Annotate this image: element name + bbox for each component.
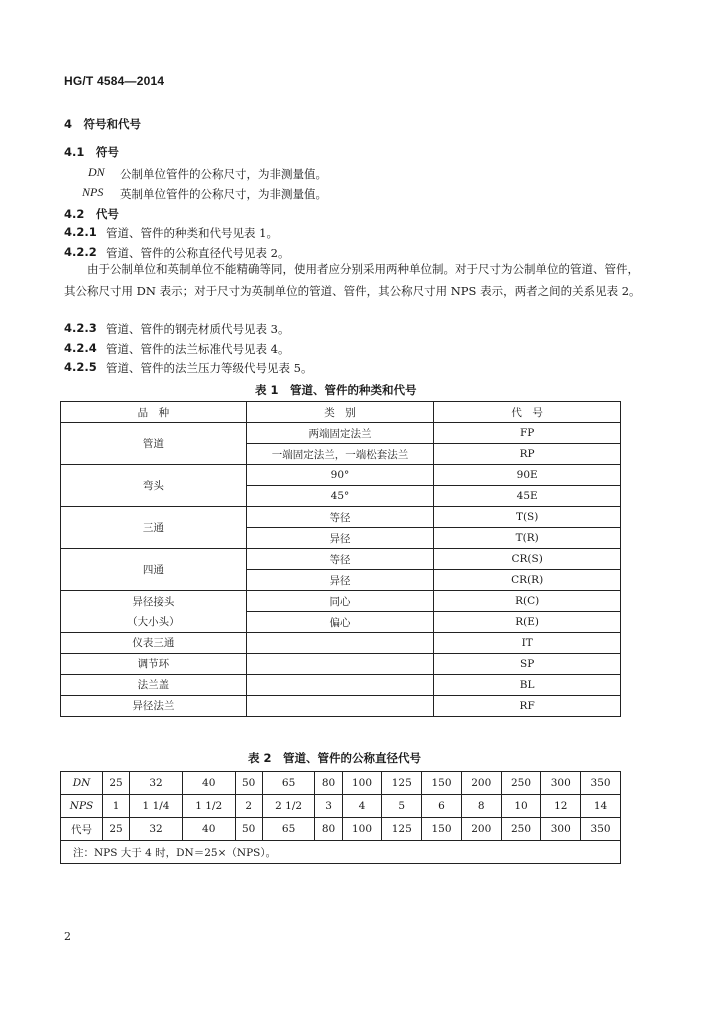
table-2-value-cell: 80 [315, 772, 342, 795]
section-4-2-2-number: 4.2.2 [64, 245, 97, 259]
table-2-value-cell: 80 [315, 818, 342, 841]
table-2-value-cell: 100 [342, 818, 382, 841]
table-2-value-cell: 150 [422, 772, 462, 795]
table-2-value-cell: 12 [541, 795, 581, 818]
nominal-diameter-table [60, 771, 621, 864]
table-1-header-cell: 品 种 [61, 402, 247, 423]
table-1-caption: 表 1 管道、管件的种类和代号 [255, 383, 417, 397]
table-1-category-cell: 偏心 [246, 612, 434, 633]
table-1-row [61, 549, 621, 570]
table-2-value-cell: 300 [541, 818, 581, 841]
table-1-code-cell: CR(S) [434, 549, 621, 570]
table-2-value-cell: 50 [235, 772, 262, 795]
table-1-code-cell: CR(R) [434, 570, 621, 591]
section-4-2-1-number: 4.2.1 [64, 225, 97, 239]
table-2-value-cell: 4 [342, 795, 382, 818]
table-2-value-cell: 200 [461, 818, 501, 841]
table-1-kind-cell: 管道 [61, 423, 247, 465]
table-2-value-cell: 14 [581, 795, 621, 818]
table-1-category-cell: 等径 [246, 549, 434, 570]
table-2-value-cell: 10 [501, 795, 541, 818]
table-1-code-cell: IT [434, 633, 621, 654]
section-4-2-5-number: 4.2.5 [64, 360, 97, 374]
nps-symbol: NPS [82, 185, 104, 199]
table-1-kind-cell: 法兰盖 [61, 675, 247, 696]
table-2-value-cell: 1 1/2 [182, 795, 235, 818]
table-2-value-cell: 25 [103, 772, 130, 795]
table-2-value-cell: 32 [130, 818, 183, 841]
table-2-value-cell: 6 [422, 795, 462, 818]
section-4-2-3-text: 管道、管件的钢壳材质代号见表 3。 [106, 322, 290, 336]
units-paragraph: 由于公制单位和英制单位不能精确等同，使用者应分别采用两种单位制。对于尺寸为公制单位的管道、管件，其公称尺寸用 DN 表示；对于尺寸为英制单位的管道、管件，其公称尺寸用 NPS 表示，两者之间的关系见表 2。 [64, 262, 641, 298]
table-2-value-cell: 8 [461, 795, 501, 818]
table-2-value-cell: 40 [182, 772, 235, 795]
dn-description: 公制单位管件的公称尺寸，为非测量值。 [120, 167, 327, 181]
table-2-row-label: NPS [61, 795, 103, 818]
table-1-kind-cell: 三通 [61, 507, 247, 549]
table-2-value-cell: 1 [103, 795, 130, 818]
table-1-category-cell: 异径 [246, 570, 434, 591]
section-4-2-4-number: 4.2.4 [64, 341, 97, 355]
table-1-row [61, 675, 621, 696]
section-4-2-1-text: 管道、管件的种类和代号见表 1。 [106, 226, 278, 240]
table-2-value-cell: 150 [422, 818, 462, 841]
table-2-value-cell: 125 [382, 818, 422, 841]
table-1-row [61, 654, 621, 675]
table-1-code-cell: RP [434, 444, 621, 465]
table-1-code-cell: T(R) [434, 528, 621, 549]
table-1-category-cell: 45° [246, 486, 434, 507]
table-2-value-cell: 350 [581, 818, 621, 841]
dn-symbol: DN [88, 165, 105, 179]
standard-code-header: HG/T 4584—2014 [64, 74, 165, 88]
table-2-value-cell: 25 [103, 818, 130, 841]
table-1-kind-cell: 仪表三通 [61, 633, 247, 654]
table-2-value-cell: 1 1/4 [130, 795, 183, 818]
table-1-code-cell: RF [434, 696, 621, 717]
table-1-category-cell [246, 633, 434, 654]
table-1-kind-cell: 异径接头 （大小头） [61, 591, 247, 633]
table-2-value-cell: 300 [541, 772, 581, 795]
nps-description: 英制单位管件的公称尺寸，为非测量值。 [120, 187, 327, 201]
table-1-row [61, 507, 621, 528]
table-2-value-cell: 3 [315, 795, 342, 818]
table-1-kind-cell: 调节环 [61, 654, 247, 675]
section-4-2-4-text: 管道、管件的法兰标准代号见表 4。 [106, 342, 290, 356]
pipe-types-table [60, 401, 621, 717]
section-4-1-heading: 4.1 符号 [64, 145, 119, 159]
table-1-kind-cell: 弯头 [61, 465, 247, 507]
table-1-category-cell: 90° [246, 465, 434, 486]
table-1-row [61, 696, 621, 717]
table-1-code-cell: BL [434, 675, 621, 696]
table-2-row-dn [61, 772, 621, 795]
table-2-value-cell: 65 [262, 772, 315, 795]
table-1-category-cell [246, 654, 434, 675]
table-1-category-cell: 两端固定法兰 [246, 423, 434, 444]
table-2-value-cell: 350 [581, 772, 621, 795]
section-4-2-2-text: 管道、管件的公称直径代号见表 2。 [106, 246, 290, 260]
table-1-header-cell: 类 别 [246, 402, 434, 423]
section-4-2-5-text: 管道、管件的法兰压力等级代号见表 5。 [106, 361, 313, 375]
table-1-kind-cell: 异径法兰 [61, 696, 247, 717]
table-1-code-cell: 45E [434, 486, 621, 507]
table-1-category-cell: 一端固定法兰，一端松套法兰 [246, 444, 434, 465]
table-2-value-cell: 100 [342, 772, 382, 795]
table-2-row-nps [61, 795, 621, 818]
table-2-caption: 表 2 管道、管件的公称直径代号 [248, 751, 422, 765]
table-1-kind-cell: 四通 [61, 549, 247, 591]
table-2-row-label: DN [61, 772, 103, 795]
table-1-code-cell: SP [434, 654, 621, 675]
page-number: 2 [64, 930, 71, 943]
table-2-value-cell: 125 [382, 772, 422, 795]
table-1-row [61, 423, 621, 444]
table-2-note: 注：NPS 大于 4 时，DN＝25×（NPS）。 [61, 841, 621, 864]
section-4-2-3-number: 4.2.3 [64, 321, 97, 335]
table-1-code-cell: 90E [434, 465, 621, 486]
table-2-value-cell: 32 [130, 772, 183, 795]
table-1-row [61, 465, 621, 486]
table-1-code-cell: R(E) [434, 612, 621, 633]
table-1-row [61, 633, 621, 654]
table-1-code-cell: FP [434, 423, 621, 444]
table-1-category-cell: 异径 [246, 528, 434, 549]
table-1-header-cell: 代 号 [434, 402, 621, 423]
table-2-value-cell: 250 [501, 818, 541, 841]
table-1-code-cell: R(C) [434, 591, 621, 612]
table-2-row-label: 代号 [61, 818, 103, 841]
table-1-row [61, 591, 621, 612]
table-2-value-cell: 250 [501, 772, 541, 795]
table-2-value-cell: 50 [235, 818, 262, 841]
section-4-2-heading: 4.2 代号 [64, 207, 119, 221]
table-1-category-cell [246, 696, 434, 717]
table-2-value-cell: 65 [262, 818, 315, 841]
table-2-value-cell: 5 [382, 795, 422, 818]
table-2-value-cell: 40 [182, 818, 235, 841]
table-1-category-cell: 等径 [246, 507, 434, 528]
table-1-category-cell [246, 675, 434, 696]
table-2-value-cell: 2 [235, 795, 262, 818]
table-2-value-cell: 2 1/2 [262, 795, 315, 818]
table-2-value-cell: 200 [461, 772, 501, 795]
table-2-row-code [61, 818, 621, 841]
table-1-category-cell: 同心 [246, 591, 434, 612]
section-4-heading: 4 符号和代号 [64, 117, 142, 131]
table-1-code-cell: T(S) [434, 507, 621, 528]
